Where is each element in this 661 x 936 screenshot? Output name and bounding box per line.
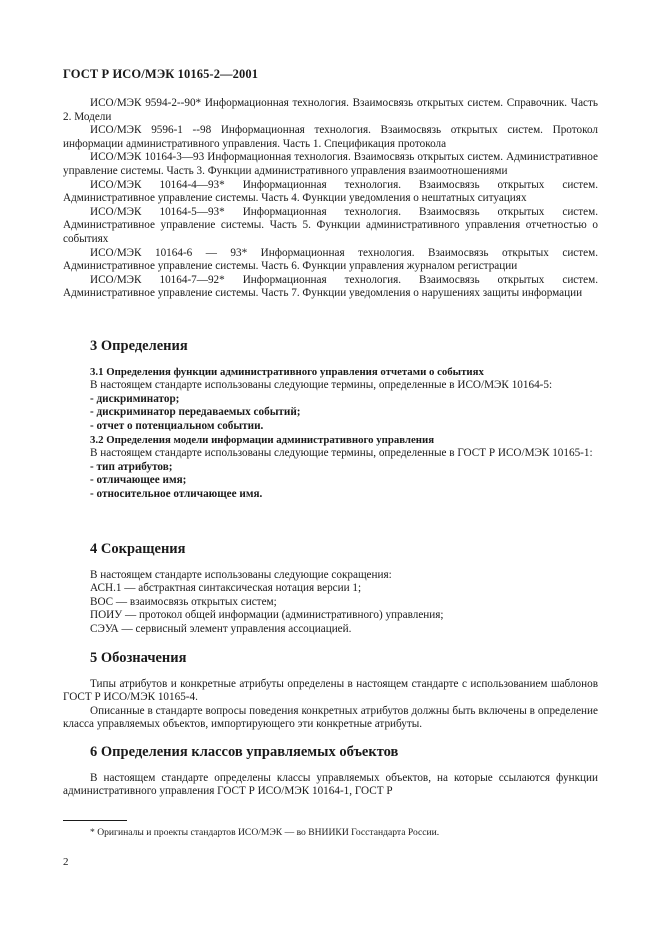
paragraph: В настоящем стандарте определены классы управляемых объектов, на которые ссылаются функции административного управления ГОСТ Р ИСО/МЭК 10164-1, ГОСТ Р — [63, 771, 598, 798]
section-notation — [63, 652, 598, 732]
section-heading: 6 Определения классов управляемых объектов — [90, 744, 399, 760]
reference-item: ИСО/МЭК 10164-6 — 93* Информационная технология. Взаимосвязь открытых систем. Административное управление системы. Часть 6. Функции управления журналом регистрации — [63, 246, 598, 273]
section-heading: 3 Определения — [90, 338, 188, 354]
subsection-heading: 3.2 Определения модели информации административного управления — [90, 433, 435, 446]
reference-item: ИСО/МЭК 10164-4—93* Информационная технология. Взаимосвязь открытых систем. Административное управление системы. Часть 4. Функции уведомления о нештатных ситуациях — [63, 178, 598, 205]
section-classes — [63, 746, 598, 799]
paragraph: В настоящем стандарте использованы следующие термины, определенные в ИСО/МЭК 10164-5: — [90, 379, 553, 392]
term-item: - тип атрибутов; — [90, 460, 173, 473]
term-item: - отличающее имя; — [90, 474, 187, 487]
paragraph: В настоящем стандарте использованы следующие термины, определенные в ГОСТ Р ИСО/МЭК 10165-1: — [90, 447, 593, 460]
running-header: ГОСТ Р ИСО/МЭК 10165-2—2001 — [63, 67, 259, 81]
term-item: - дискриминатор передаваемых событий; — [90, 406, 301, 419]
abbreviation-item: ВОС — взаимосвязь открытых систем; — [90, 595, 277, 608]
page-number: 2 — [63, 856, 69, 868]
section-heading: 4 Сокращения — [90, 541, 186, 557]
reference-item: ИСО/МЭК 10164-5—93* Информационная технология. Взаимосвязь открытых систем. Административное управление системы. Часть 5. Функции административного управления отчетностью о событиях — [63, 205, 598, 245]
paragraph: В настоящем стандарте использованы следующие сокращения: — [90, 568, 392, 581]
term-item: - дискриминатор; — [90, 392, 180, 405]
abbreviation-item: АСН.1 — абстрактная синтаксическая нотация версии 1; — [90, 582, 362, 595]
subsection-heading: 3.1 Определения функции административного управления отчетами о событиях — [90, 365, 484, 378]
footnote: * Оригиналы и проекты стандартов ИСО/МЭК — во ВНИИКИ Госстандарта России. — [90, 827, 440, 838]
reference-item: ИСО/МЭК 10164-3—93 Информационная технология. Взаимосвязь открытых систем. Административное управление системы. Часть 3. Функции административного управления взаимоотношениями — [63, 151, 598, 177]
reference-item: ИСО/МЭК 10164-7—92* Информационная технология. Взаимосвязь открытых систем. Административное управление системы. Часть 7. Функции уведомления о нарушениях защиты информации — [63, 273, 598, 300]
paragraph: Описанные в стандарте вопросы поведения конкретных атрибутов должны быть включены в определение класса управляемых объектов, импортирующего эти конкретные атрибуты. — [63, 704, 598, 731]
term-item: - отчет о потенциальном событии. — [90, 419, 264, 432]
reference-item: ИСО/МЭК 9594-2--90* Информационная технология. Взаимосвязь открытых систем. Справочник. Часть 2. Модели — [63, 97, 598, 123]
paragraph: Типы атрибутов и конкретные атрибуты определены в настоящем стандарте с использованием шаблонов ГОСТ Р ИСО/МЭК 10165-4. — [63, 677, 598, 704]
section-abbreviations — [63, 543, 598, 637]
section-heading: 5 Обозначения — [90, 650, 187, 666]
abbreviation-item: СЭУА — сервисный элемент управления ассоциацией. — [90, 622, 352, 635]
term-item: - относительное отличающее имя. — [90, 487, 263, 500]
footnote-separator — [63, 820, 127, 821]
abbreviation-item: ПОИУ — протокол общей информации (административного) управления; — [90, 609, 444, 622]
reference-item: ИСО/МЭК 9596-1 --98 Информационная технология. Взаимосвязь открытых систем. Протокол информации административного управления. Часть 1. Спецификация протокола — [63, 124, 598, 150]
section-definitions — [63, 340, 598, 502]
reference-list — [63, 97, 598, 301]
